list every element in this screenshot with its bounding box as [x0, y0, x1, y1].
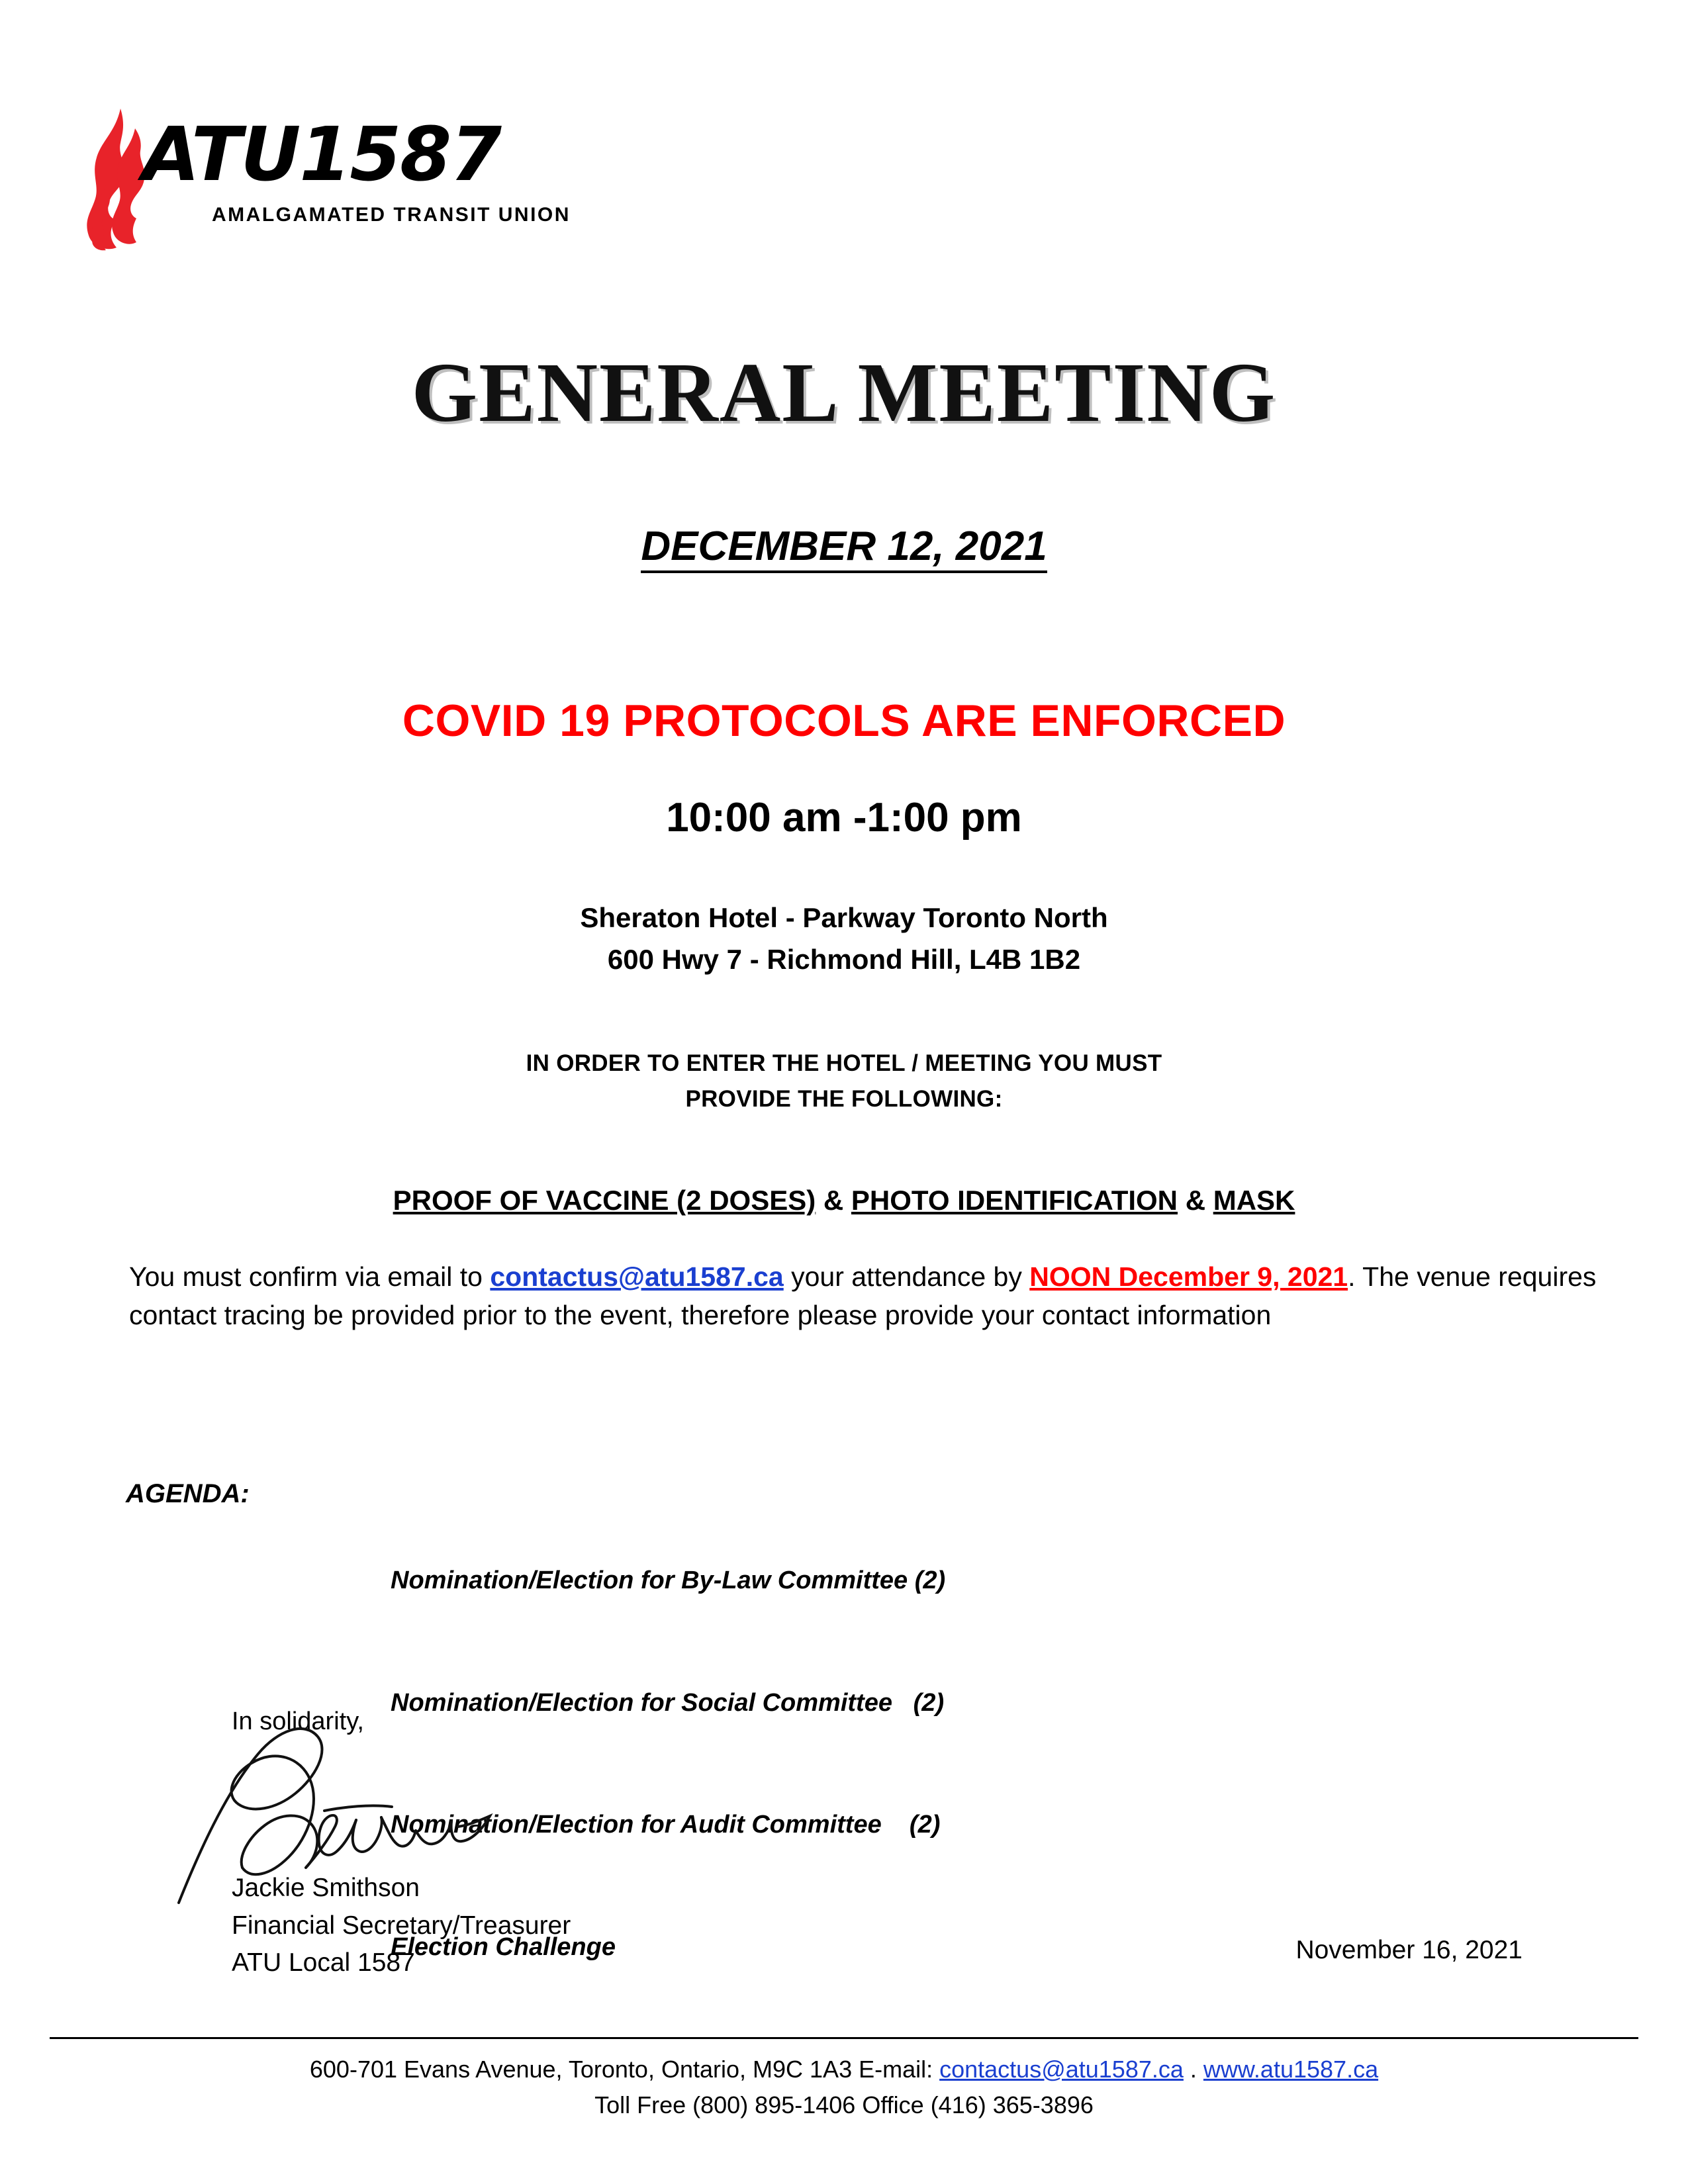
footer-line-2: Toll Free (800) 895-1406 Office (416) 365-3896	[594, 2091, 1094, 2118]
requirements-line	[0, 1185, 1688, 1216]
requirement-vaccine: PROOF OF VACCINE (2 DOSES)	[393, 1185, 816, 1216]
footer-divider	[50, 2037, 1638, 2039]
logo-subtitle: AMALGAMATED TRANSIT UNION	[212, 204, 571, 226]
rsvp-deadline: NOON December 9, 2021	[1029, 1261, 1348, 1292]
page-title: GENERAL MEETING	[411, 345, 1277, 439]
paragraph-part-3: . The venue requires contact tracing be provided prior to the event, therefore please provide your contact information	[129, 1261, 1597, 1331]
entry-line-2: PROVIDE THE FOLLOWING:	[685, 1086, 1003, 1113]
logo-wordmark: ATU1587	[142, 112, 501, 198]
agenda-item: Election Challenge	[391, 1933, 616, 1962]
footer-email-link[interactable]: contactus@atu1587.ca	[939, 2056, 1184, 2083]
issue-date: November 16, 2021	[1295, 1936, 1523, 1964]
requirement-sep-2: &	[1178, 1185, 1213, 1216]
footer-address: 600-701 Evans Avenue, Toronto, Ontario, M9C 1A3 E-mail:	[309, 2056, 940, 2083]
requirement-photo-id: PHOTO IDENTIFICATION	[851, 1185, 1178, 1216]
contact-email-link[interactable]: contactus@atu1587.ca	[490, 1261, 784, 1292]
signer-role: Financial Secretary/Treasurer	[232, 1911, 571, 1940]
venue-line-1: Sheraton Hotel - Parkway Toronto North	[580, 902, 1108, 933]
atu-logo	[79, 99, 583, 271]
salutation: In solidarity,	[232, 1707, 364, 1735]
paragraph-part-1: You must confirm via email to	[129, 1261, 491, 1292]
agenda-label: AGENDA:	[126, 1479, 250, 1508]
agenda-item: Nomination/Election for Social Committee (2)	[391, 1688, 945, 1717]
agenda-item: Nomination/Election for Audit Committee (2)	[391, 1811, 941, 1839]
footer	[0, 2052, 1688, 2123]
footer-line-1	[0, 2052, 1688, 2087]
footer-website-link[interactable]: www.atu1587.ca	[1203, 2056, 1379, 2083]
meeting-date	[0, 523, 1688, 570]
meeting-time: 10:00 am -1:00 pm	[666, 795, 1022, 841]
signer-local: ATU Local 1587	[232, 1948, 415, 1978]
requirement-mask: MASK	[1213, 1185, 1295, 1216]
flame-icon	[79, 106, 152, 251]
requirement-sep-1: &	[816, 1185, 851, 1216]
entry-line-1: IN ORDER TO ENTER THE HOTEL / MEETING YOU MUST	[526, 1050, 1162, 1076]
paragraph-part-2: your attendance by	[783, 1261, 1030, 1292]
signer-name: Jackie Smithson	[232, 1874, 420, 1902]
covid-notice: COVID 19 PROTOCOLS ARE ENFORCED	[402, 696, 1286, 746]
agenda-item: Nomination/Election for By-Law Committee (2)	[391, 1567, 946, 1595]
confirmation-paragraph	[129, 1257, 1599, 1334]
meeting-date-text: DECEMBER 12, 2021	[641, 523, 1047, 573]
signer-block	[232, 1870, 571, 1982]
venue-line-2: 600 Hwy 7 - Richmond Hill, L4B 1B2	[607, 944, 1081, 975]
footer-sep: .	[1183, 2056, 1203, 2083]
venue-block	[0, 897, 1688, 980]
entry-requirements-note	[0, 1046, 1688, 1118]
